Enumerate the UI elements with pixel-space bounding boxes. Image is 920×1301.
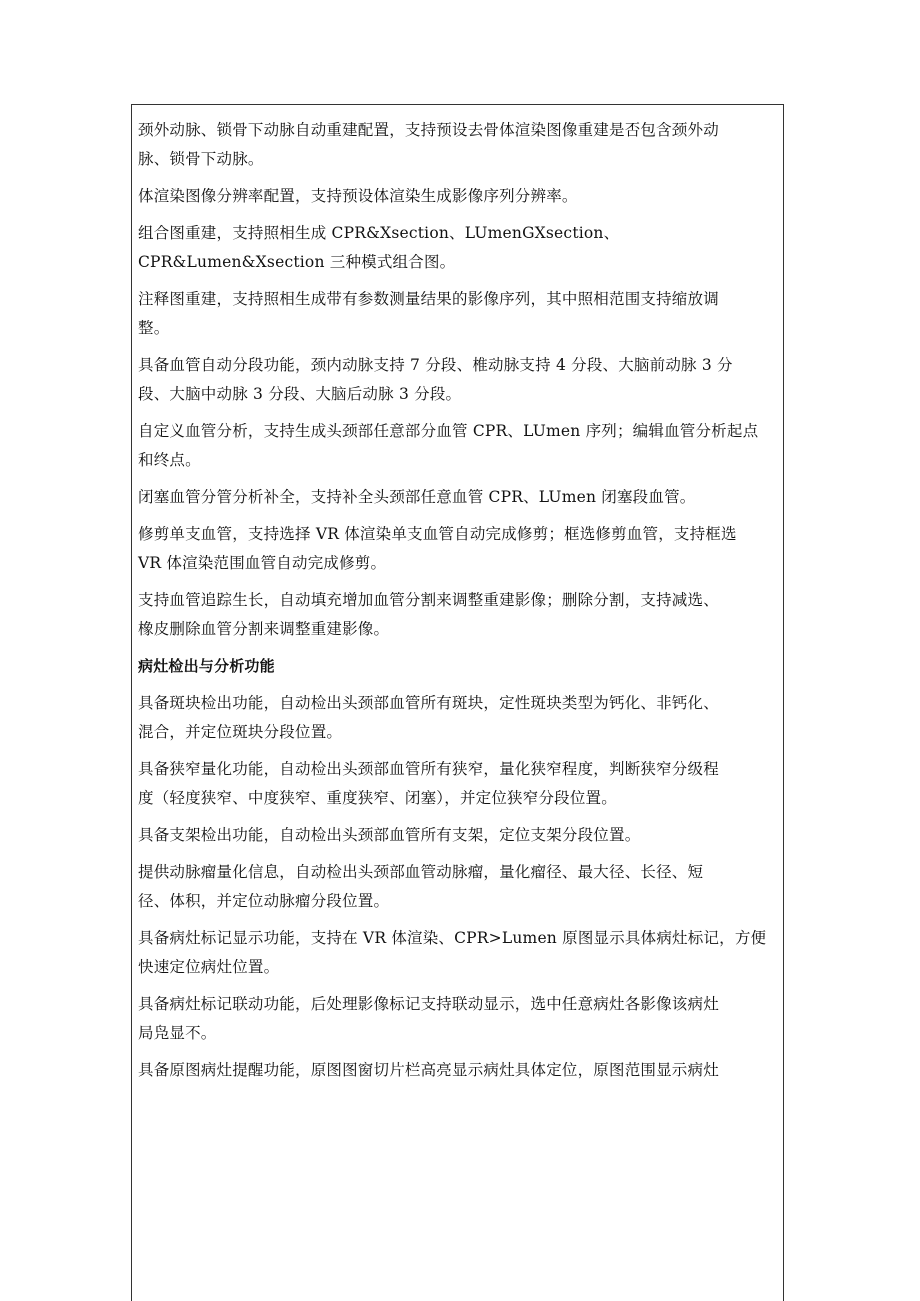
paragraph bbox=[138, 520, 778, 578]
paragraph bbox=[138, 182, 778, 211]
text-line: 脉、锁骨下动脉。 bbox=[138, 150, 264, 168]
text-line: CPR&Lumen&Xsection 三种模式组合图。 bbox=[138, 253, 456, 271]
text-line: 提供动脉瘤量化信息，自动检出头颈部血管动脉瘤，量化瘤径、最大径、长径、短 bbox=[138, 863, 704, 881]
text-line: 组合图重建，支持照相生成 CPR&Xsection、LUmenGXsection、 bbox=[138, 224, 620, 242]
paragraph bbox=[138, 689, 778, 747]
text-line: 混合，并定位斑块分段位置。 bbox=[138, 723, 343, 741]
paragraph bbox=[138, 285, 778, 343]
text-line: 具备病灶标记联动功能，后处理影像标记支持联动显示，选中任意病灶各影像该病灶 bbox=[138, 995, 719, 1013]
paragraph bbox=[138, 821, 778, 850]
text-line: 局凫显不。 bbox=[138, 1024, 217, 1042]
text-line: 具备斑块检出功能，自动检出头颈部血管所有斑块，定性斑块类型为钙化、非钙化、 bbox=[138, 694, 719, 712]
text-line: 颈外动脉、锁骨下动脉自动重建配置，支持预设去骨体渲染图像重建是否包含颈外动 bbox=[138, 121, 719, 139]
text-line: VR 体渲染范围血管自动完成修剪。 bbox=[138, 554, 387, 572]
paragraph bbox=[138, 924, 778, 982]
text-line: 体渲染图像分辨率配置，支持预设体渲染生成影像序列分辨率。 bbox=[138, 187, 578, 205]
text-line: 具备原图病灶提醒功能，原图图窗切片栏高亮显示病灶具体定位，原图范围显示病灶 bbox=[138, 1061, 719, 1079]
paragraph bbox=[138, 219, 778, 277]
text-line: 具备血管自动分段功能，颈内动脉支持 7 分段、椎动脉支持 4 分段、大脑前动脉 3 分 bbox=[138, 356, 733, 374]
text-line: 度（轻度狭窄、中度狭窄、重度狭窄、闭塞），并定位狭窄分段位置。 bbox=[138, 789, 617, 807]
text-line: 具备病灶标记显示功能，支持在 VR 体渲染、CPR>Lumen 原图显示具体病灶标记，方便 bbox=[138, 929, 767, 947]
text-line: 支持血管追踪生长，自动填充增加血管分割来调整重建影像；删除分割，支持减选、 bbox=[138, 591, 719, 609]
text-line: 闭塞血管分管分析补全，支持补全头颈部任意血管 CPR、LUmen 闭塞段血管。 bbox=[138, 488, 696, 506]
text-line: 具备狭窄量化功能，自动检出头颈部血管所有狭窄，量化狭窄程度，判断狭窄分级程 bbox=[138, 760, 719, 778]
paragraph bbox=[138, 586, 778, 644]
text-line: 段、大脑中动脉 3 分段、大脑后动脉 3 分段。 bbox=[138, 385, 462, 403]
text-line: 和终点。 bbox=[138, 451, 201, 469]
paragraph bbox=[138, 1056, 778, 1085]
document-table-cell bbox=[131, 104, 784, 1301]
text-line: 快速定位病灶位置。 bbox=[138, 958, 280, 976]
paragraph bbox=[138, 990, 778, 1048]
paragraph bbox=[138, 417, 778, 475]
text-line: 病灶检出与分析功能 bbox=[138, 657, 275, 675]
text-line: 具备支架检出功能，自动检出头颈部血管所有支架，定位支架分段位置。 bbox=[138, 826, 641, 844]
section-heading bbox=[138, 652, 778, 681]
text-line: 径、体积，并定位动脉瘤分段位置。 bbox=[138, 892, 390, 910]
text-line: 橡皮删除血管分割来调整重建影像。 bbox=[138, 620, 390, 638]
paragraph bbox=[138, 755, 778, 813]
text-line: 自定义血管分析，支持生成头颈部任意部分血管 CPR、LUmen 序列；编辑血管分析起点 bbox=[138, 422, 759, 440]
document-content bbox=[138, 116, 778, 1093]
paragraph bbox=[138, 483, 778, 512]
text-line: 修剪单支血管，支持选择 VR 体渲染单支血管自动完成修剪；框选修剪血管，支持框选 bbox=[138, 525, 737, 543]
text-line: 注释图重建，支持照相生成带有参数测量结果的影像序列，其中照相范围支持缩放调 bbox=[138, 290, 719, 308]
paragraph bbox=[138, 858, 778, 916]
paragraph bbox=[138, 351, 778, 409]
text-line: 整。 bbox=[138, 319, 170, 337]
paragraph bbox=[138, 116, 778, 174]
